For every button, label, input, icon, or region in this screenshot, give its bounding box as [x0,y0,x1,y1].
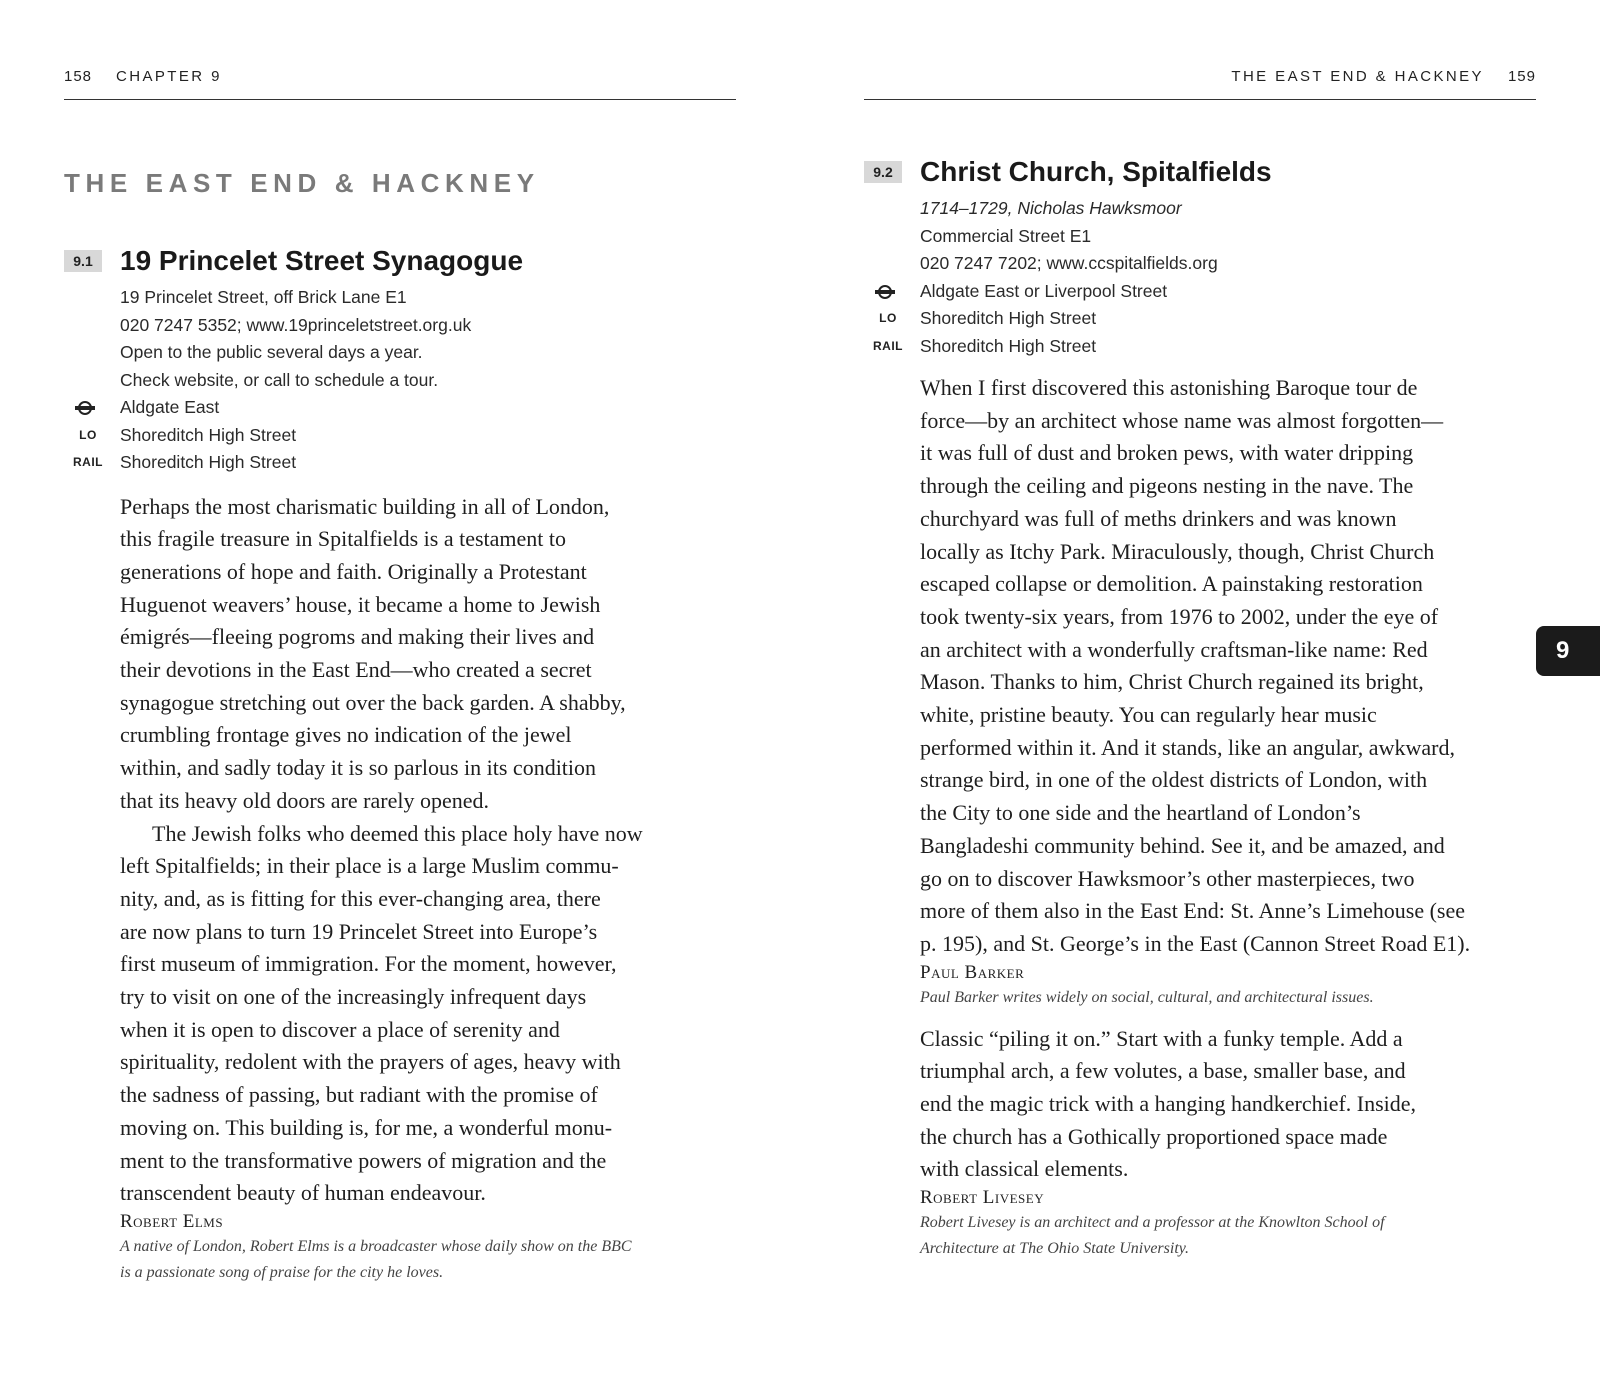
text-line: churchyard was full of meths drinkers and was known [920,505,1397,531]
text-line: strange bird, in one of the oldest districts of London, with [920,767,1428,793]
essay-paragraph [120,818,736,1210]
entry-info [73,284,736,477]
right-running-head-text: THE EAST END & HACKNEY [1231,68,1484,85]
underground-roundel-icon [75,401,95,415]
bio-line: Paul Barker writes widely on social, cultural, and architectural issues. [920,988,1374,1006]
left-header-rule [64,99,736,100]
left-page-number: 158 [64,68,93,85]
text-line: Classic “piling it on.” Start with a funky temple. Add a [920,1025,1403,1051]
transport-overground [79,422,736,450]
text-line: try to visit on one of the increasingly infrequent days [120,984,587,1010]
text-line: escaped collapse or demolition. A painstaking restoration [920,571,1423,597]
text-line: their devotions in the East End—who created a secret [120,657,592,683]
transport-value: Shoreditch High Street [120,452,297,472]
text-line: left Spitalfields; in their place is a large Muslim commu- [120,853,619,879]
entry-number-badge: 9.2 [864,161,902,183]
right-header-rule [864,99,1536,100]
chapter-heading: THE EAST END & HACKNEY [64,168,540,198]
text-line: performed within it. And it stands, like an angular, awkward, [920,734,1455,760]
chapter-thumb-tab: 9 [1536,626,1600,676]
text-line: this fragile treasure in Spitalfields is a testament to [120,526,566,552]
essay-barker [920,372,1536,961]
text-line: end the magic trick with a hanging handkerchief. Inside, [920,1091,1417,1117]
text-line: Mason. Thanks to him, Christ Church regained its bright, [920,669,1424,695]
essay-paragraph [920,372,1536,961]
text-line: force—by an architect whose name was almost forgotten— [920,407,1444,433]
transport-label: LO [79,427,97,442]
text-line: first museum of immigration. For the moment, however, [120,951,617,977]
contact-line: 020 7247 7202; www.ccspitalfields.org [920,253,1218,273]
text-line: go on to discover Hawksmoor’s other masterpieces, two [920,865,1415,891]
transport-label: RAIL [73,455,103,469]
text-line: are now plans to turn 19 Princelet Street into Europe’s [120,918,598,944]
underground-roundel-icon [875,285,895,299]
transport-value: Shoreditch High Street [920,308,1097,328]
left-running-head [64,68,736,85]
opening-note: Open to the public several days a year. [120,342,423,362]
entry-essay [120,491,736,1210]
tour-note: Check website, or call to schedule a tour. [120,369,439,390]
address-line: 19 Princelet Street, off Brick Lane E1 [120,287,407,307]
entry-9-1 [64,244,736,1286]
contact-line: 020 7247 5352; www.19princeletstreet.org.uk [120,314,472,335]
transport-label: LO [879,311,897,325]
bio-line: is a passionate song of praise for the city he loves. [120,1263,444,1281]
text-line: ment to the transformative powers of migration and the [120,1147,607,1173]
transport-rail [73,449,736,477]
entry-header [64,244,736,280]
entry-info [873,195,1536,360]
transport-label: RAIL [873,338,903,353]
dates-architect: 1714–1729, Nicholas Hawksmoor [920,198,1182,218]
essay-author: Paul Barker [920,961,1025,983]
text-line: Bangladeshi community behind. See it, and be amazed, and [920,832,1445,858]
entry-number-badge: 9.1 [64,250,102,272]
text-line: the church has a Gothically proportioned space made [920,1123,1388,1149]
author-bio [920,1210,1536,1262]
text-line: generations of hope and faith. Originally a Protestant [120,558,587,584]
text-line: nity, and, as is fitting for this ever-changing area, there [120,885,601,911]
entry-9-2 [864,155,1536,1262]
essay-author: Robert Livesey [920,1187,1045,1209]
right-page [800,0,1600,1400]
transport-value: Aldgate East [120,397,220,417]
bio-line: Architecture at The Ohio State University. [920,1240,1189,1258]
bio-line: A native of London, Robert Elms is a broadcaster whose daily show on the BBC [120,1237,632,1255]
text-line: synagogue stretching out over the back garden. A shabby, [120,689,626,715]
text-line: locally as Itchy Park. Miraculously, though, Christ Church [920,538,1435,564]
text-line: that its heavy old doors are rarely opened. [120,787,489,813]
text-line: The Jewish folks who deemed this place holy have now [152,820,643,846]
text-line: an architect with a wonderfully craftsman-like name: Red [920,636,1428,662]
text-line: the sadness of passing, but radiant with the promise of [120,1082,598,1108]
text-line: transcendent beauty of human endeavour. [120,1180,486,1206]
transport-tube [920,278,1536,306]
text-line: triumphal arch, a few volutes, a base, smaller base, and [920,1058,1406,1084]
text-line: Huguenot weavers’ house, it became a home to Jewish [120,591,601,617]
transport-value: Aldgate East or Liverpool Street [920,280,1168,301]
essay-livesey [920,1023,1536,1187]
text-line: it was full of dust and broken pews, with water dripping [920,440,1414,466]
entry-title: Christ Church, Spitalfields [920,156,1272,187]
text-line: the City to one side and the heartland of London’s [920,800,1361,826]
text-line: within, and sadly today it is so parlous in its condition [120,755,597,781]
text-line: with classical elements. [920,1156,1129,1182]
entry-title: 19 Princelet Street Synagogue [120,245,524,276]
author-bio [920,985,1536,1011]
transport-tube [120,394,736,422]
essay-paragraph [120,491,736,818]
text-line: when it is open to discover a place of serenity and [120,1016,560,1042]
bio-line: Robert Livesey is an architect and a professor at the Knowlton School of [920,1214,1385,1232]
text-line: When I first discovered this astonishing Baroque tour de [920,375,1418,400]
text-line: white, pristine beauty. You can regularly hear music [920,702,1377,728]
text-line: Perhaps the most charismatic building in all of London, [120,493,610,519]
transport-value: Shoreditch High Street [120,424,297,445]
right-running-head [864,68,1536,85]
text-line: crumbling frontage gives no indication of the jewel [120,722,572,748]
transport-value: Shoreditch High Street [920,335,1097,356]
text-line: took twenty-six years, from 1976 to 2002, under the eye of [920,603,1439,629]
text-line: p. 195), and St. George’s in the East (Cannon Street Road E1). [920,930,1471,956]
text-line: spirituality, redolent with the prayers of ages, heavy with [120,1049,621,1075]
left-running-head-text: CHAPTER 9 [116,68,222,85]
transport-overground [879,305,1536,333]
text-line: émigrés—fleeing pogroms and making their lives and [120,624,595,650]
right-page-number: 159 [1507,68,1536,85]
author-bio [120,1234,736,1286]
text-line: through the ceiling and pigeons nesting in the nave. The [920,473,1414,499]
essay-author: Robert Elms [120,1210,224,1232]
essay-paragraph [920,1023,1536,1187]
address-line: Commercial Street E1 [920,225,1092,246]
text-line: moving on. This building is, for me, a wonderful monu- [120,1114,613,1140]
entry-header [864,155,1536,191]
transport-rail [873,333,1536,361]
text-line: more of them also in the East End: St. Anne’s Limehouse (see [920,898,1466,924]
